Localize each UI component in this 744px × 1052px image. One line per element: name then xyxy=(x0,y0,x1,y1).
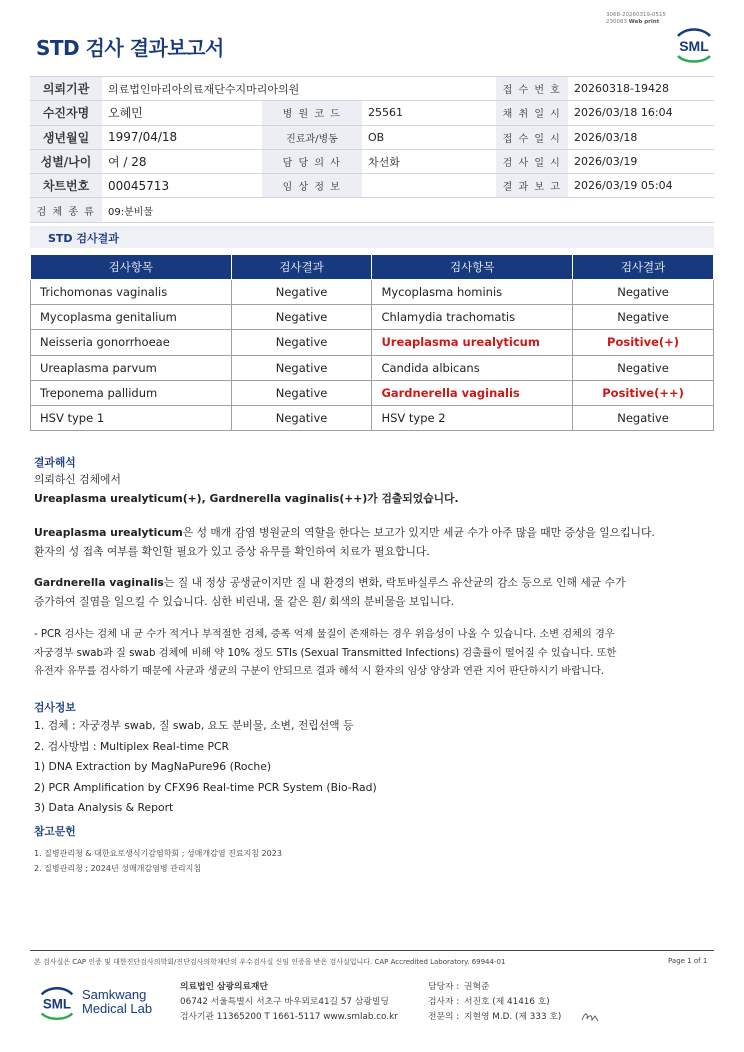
label-receipt-no: 접 수 번 호 xyxy=(496,77,568,101)
info-row xyxy=(30,101,714,125)
label-requester: 의뢰기관 xyxy=(30,77,102,101)
test-info-line: 3) Data Analysis & Report xyxy=(34,801,174,814)
interpretation-paragraph-2 xyxy=(34,524,714,561)
label-chart-no: 차트번호 xyxy=(30,174,102,198)
test-result: Negative xyxy=(231,380,372,405)
interpretation-line: 자궁경부 swab과 질 swab 검체에 비해 약 10% 정도 STIs (Sexual Transmitted Infections) 검출률이 떨어질 수 있습니다. 또한 xyxy=(34,647,617,659)
sml-logo-text: SML xyxy=(42,996,72,1012)
page-title: STD 검사 결과보고서 xyxy=(36,36,224,60)
label-collection-time: 채 취 일 시 xyxy=(496,101,568,125)
logo-company-name xyxy=(82,988,152,1016)
interpretation-line: 의뢰하신 검체에서 xyxy=(34,473,121,486)
label-birthdate: 생년월일 xyxy=(30,125,102,149)
label-specimen-type: 검 체 종 류 xyxy=(30,198,102,222)
table-row xyxy=(31,380,714,405)
value-report-time: 2026/03/19 05:04 xyxy=(568,174,714,198)
test-info-list xyxy=(34,716,714,819)
test-item: Trichomonas vaginalis xyxy=(31,280,232,305)
test-result: Negative xyxy=(573,405,714,430)
value-birthdate: 1997/04/18 xyxy=(102,125,262,149)
staff-role: 검사자 : xyxy=(428,997,460,1007)
value-collection-time: 2026/03/18 16:04 xyxy=(568,101,714,125)
interpretation-heading: 결과해석 xyxy=(34,456,76,469)
test-result-positive: Positive(++) xyxy=(573,380,714,405)
logo-line: Medical Lab xyxy=(82,1001,153,1016)
print-code-1: 3068-20260319-0515 xyxy=(606,12,666,18)
test-item: Treponema pallidum xyxy=(31,380,232,405)
reference-line: 1. 질병관리청 & 대한요로생식기감염학회 ; 성매개감염 진료지침 2023 xyxy=(34,849,282,858)
sml-logo-text: SML xyxy=(679,38,709,54)
interpretation-line xyxy=(34,574,714,593)
info-row xyxy=(30,77,714,101)
references-heading: 참고문헌 xyxy=(34,825,76,838)
footer-accreditation-note: 본 검사실은 CAP 인증 및 대한진단검사의학회/진단검사의학재단의 우수검사실 신임 인증을 받은 검사실입니다. CAP Accredited Laboratory. 69944-01 xyxy=(34,958,506,966)
label-receipt-time: 접 수 일 시 xyxy=(496,125,568,149)
organism-name: Gardnerella vaginalis xyxy=(34,576,164,589)
interpretation-line: - PCR 검사는 검체 내 균 수가 적거나 부적절한 검체, 증폭 억제 물질이 존재하는 경우 위음성이 나올 수 있습니다. 소변 검체의 경우 xyxy=(34,629,615,640)
samkwang-logo xyxy=(36,984,166,1024)
test-item: Mycoplasma genitalium xyxy=(31,305,232,330)
references-list xyxy=(34,846,282,876)
footer-divider xyxy=(30,950,714,951)
value-sex-age: 여 / 28 xyxy=(102,149,262,173)
test-info-line: 2. 검사방법 : Multiplex Real-time PCR xyxy=(34,739,230,753)
test-item: Neisseria gonorrhoeae xyxy=(31,330,232,355)
test-info-heading: 검사정보 xyxy=(34,701,76,714)
value-specimen-type: 09:분비물 xyxy=(102,198,714,222)
test-result: Negative xyxy=(231,330,372,355)
table-row xyxy=(31,355,714,380)
staff-name: 권혁준 xyxy=(464,982,490,992)
value-test-time: 2026/03/19 xyxy=(568,149,714,173)
organization-name: 의료법인 삼광의료재단 xyxy=(180,982,269,992)
label-hospital-code: 병 원 코 드 xyxy=(262,101,362,125)
interpretation-paragraph-1 xyxy=(34,471,714,508)
logo-line: Samkwang xyxy=(82,987,147,1002)
header-test-result: 검사결과 xyxy=(231,255,372,280)
test-result: Negative xyxy=(573,305,714,330)
table-row xyxy=(31,405,714,430)
results-section-title: STD 검사결과 xyxy=(48,232,119,245)
interpretation-text: 는 질 내 정상 공생균이지만 질 내 환경의 변화, 락토바실루스 유산균의 감소 등으로 인해 세균 수가 xyxy=(163,576,626,589)
header-test-result: 검사결과 xyxy=(573,255,714,280)
interpretation-text: 은 성 매개 감염 병원균의 역할을 한다는 보고가 있지만 세균 수가 아주 많을 때만 증상을 일으킵니다. xyxy=(182,526,655,539)
label-patient-name: 수진자명 xyxy=(30,101,102,125)
staff-role: 전문의 : xyxy=(428,1012,460,1022)
staff-name: 서진호 (제 41416 호) xyxy=(464,997,550,1007)
test-item-positive: Ureaplasma urealyticum xyxy=(372,330,573,355)
staff-name: 지현영 M.D. (제 333 호) xyxy=(464,1012,562,1022)
organization-address: 06742 서울특별시 서초구 바우뫼로41길 57 삼광빌딩 xyxy=(180,997,389,1007)
interpretation-line xyxy=(34,524,714,543)
label-sex-age: 성별/나이 xyxy=(30,149,102,173)
reference-line: 2. 질병관리청 ; 2024년 성매개감염병 관리지침 xyxy=(34,864,202,873)
test-result: Negative xyxy=(231,280,372,305)
interpretation-paragraph-3 xyxy=(34,574,714,611)
test-item: Mycoplasma hominis xyxy=(372,280,573,305)
test-item: HSV type 2 xyxy=(372,405,573,430)
header-test-item: 검사항목 xyxy=(372,255,573,280)
info-row xyxy=(30,198,714,222)
label-doctor: 담 당 의 사 xyxy=(262,149,362,173)
print-code-2: 230083 Web print xyxy=(606,19,660,25)
info-row xyxy=(30,125,714,149)
value-patient-name: 오혜민 xyxy=(102,101,262,125)
staff-role: 담당자 : xyxy=(428,982,460,992)
interpretation-paragraph-4 xyxy=(34,626,714,682)
organization-contact: 검사기관 11365200 T 1661-5117 www.smlab.co.kr xyxy=(180,1012,398,1022)
value-department: OB xyxy=(362,125,496,149)
sml-logo-icon xyxy=(672,26,716,64)
table-row xyxy=(31,280,714,305)
staff-line xyxy=(428,995,561,1010)
page-number: Page 1 of 1 xyxy=(668,957,708,965)
test-result-positive: Positive(+) xyxy=(573,330,714,355)
organism-name: Ureaplasma urealyticum xyxy=(34,526,183,539)
label-test-time: 검 사 일 시 xyxy=(496,149,568,173)
staff-line xyxy=(428,1010,561,1025)
organization-info xyxy=(180,980,398,1025)
staff-info xyxy=(428,980,561,1025)
signature-icon xyxy=(580,1010,602,1024)
print-code xyxy=(606,12,706,26)
test-result: Negative xyxy=(231,305,372,330)
sml-logo-icon xyxy=(36,984,78,1022)
test-result: Negative xyxy=(573,355,714,380)
test-item: Ureaplasma parvum xyxy=(31,355,232,380)
results-table xyxy=(30,254,714,431)
value-receipt-no: 20260318-19428 xyxy=(568,77,714,101)
table-row xyxy=(31,305,714,330)
interpretation-line: 증가하여 질염을 일으킬 수 있습니다. 심한 비린내, 물 같은 흰/ 회색의 분비물을 보입니다. xyxy=(34,594,455,608)
label-department: 진료과/병동 xyxy=(262,125,362,149)
value-doctor: 차선화 xyxy=(362,149,496,173)
value-requester: 의료법인마리아의료재단수지마리아의원 xyxy=(102,77,496,101)
info-row xyxy=(30,149,714,173)
patient-info-table xyxy=(30,76,714,223)
info-row xyxy=(30,174,714,198)
label-clinical-info: 임 상 정 보 xyxy=(262,174,362,198)
test-info-line: 1) DNA Extraction by MagNaPure96 (Roche) xyxy=(34,760,272,773)
results-section-header xyxy=(30,226,714,248)
table-row xyxy=(31,330,714,355)
test-info-line: 1. 검체 : 자궁경부 swab, 질 swab, 요도 분비물, 소변, 전립선액 등 xyxy=(34,719,354,732)
value-clinical-info xyxy=(362,174,496,198)
test-item: Chlamydia trachomatis xyxy=(372,305,573,330)
test-item: HSV type 1 xyxy=(31,405,232,430)
interpretation-line: Ureaplasma urealyticum(+), Gardnerella vaginalis(++)가 검출되었습니다. xyxy=(34,491,459,505)
test-item-positive: Gardnerella vaginalis xyxy=(372,380,573,405)
header-test-item: 검사항목 xyxy=(31,255,232,280)
results-header-row xyxy=(31,255,714,280)
interpretation-line: 유전자 유무를 검사하기 때문에 사균과 생균의 구분이 안되므로 결과 해석 시 환자의 임상 양상과 연관 지어 판단하시기 바랍니다. xyxy=(34,666,605,677)
test-result: Negative xyxy=(231,355,372,380)
label-report-time: 결 과 보 고 xyxy=(496,174,568,198)
test-result: Negative xyxy=(573,280,714,305)
test-item: Candida albicans xyxy=(372,355,573,380)
value-hospital-code: 25561 xyxy=(362,101,496,125)
test-result: Negative xyxy=(231,405,372,430)
value-receipt-time: 2026/03/18 xyxy=(568,125,714,149)
interpretation-line: 환자의 성 접촉 여부를 확인할 필요가 있고 증상 유무를 확인하여 치료가 필요합니다. xyxy=(34,544,430,558)
test-info-line: 2) PCR Amplification by CFX96 Real-time PCR System (Bio-Rad) xyxy=(34,780,377,794)
value-chart-no: 00045713 xyxy=(102,174,262,198)
staff-line xyxy=(428,980,561,995)
